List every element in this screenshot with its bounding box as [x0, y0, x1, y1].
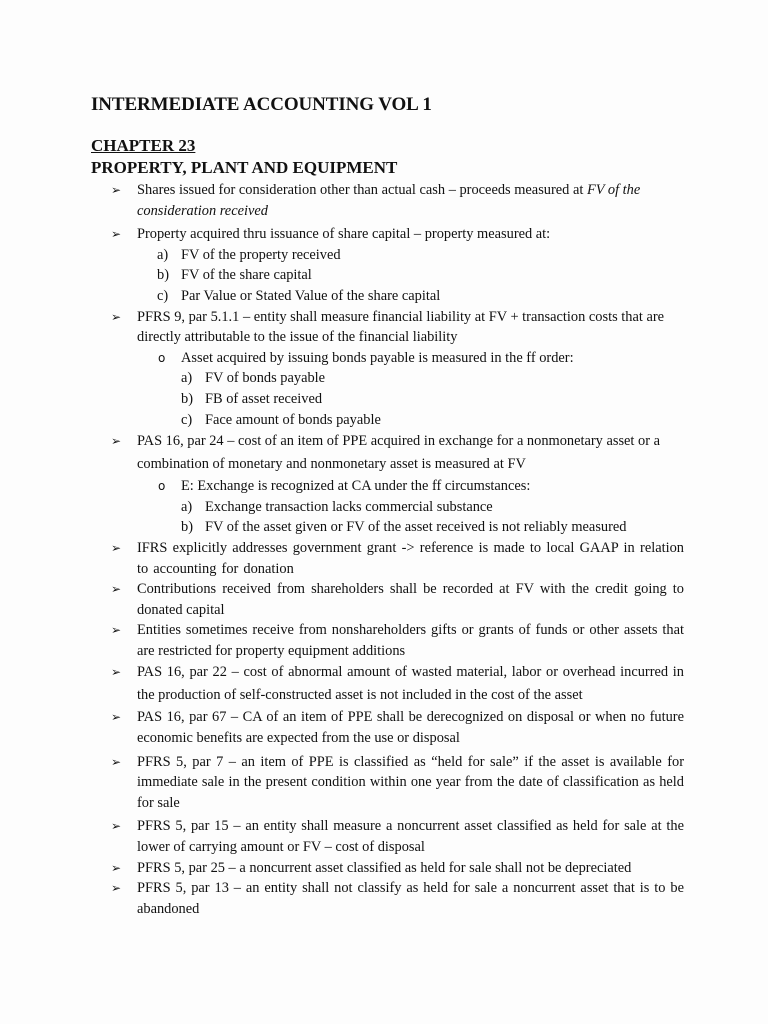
arrow-bullet-icon: ➢	[111, 860, 122, 875]
sub-item	[0, 245, 768, 266]
sub-item	[0, 410, 768, 431]
sub-item-text: FV of the share capital	[181, 267, 312, 284]
sub-item-text: Par Value or Stated Value of the share capital	[181, 287, 441, 304]
bullet-item	[0, 878, 684, 919]
sub-item-label: c)	[181, 411, 193, 428]
bullet-text: PFRS 5, par 7 – an item of PPE is classified as “held for sale” if the asset is available for immediate sale in the present condition within one year from the date of classification as held for sale	[137, 753, 684, 811]
sub-item	[0, 517, 768, 538]
bullet-text-italic: FV of the consideration received	[137, 182, 641, 219]
bullet-item	[0, 858, 684, 879]
arrow-bullet-icon: ➢	[111, 710, 122, 725]
sub-item-label: c)	[157, 287, 169, 304]
bullet-text: Shares issued for consideration other than actual cash – proceeds measured at	[137, 182, 587, 198]
arrow-bullet-icon: ➢	[111, 183, 122, 197]
chapter-number: CHAPTER 23	[91, 136, 196, 155]
arrow-bullet-icon: ➢	[111, 819, 122, 834]
arrow-bullet-icon: ➢	[111, 227, 122, 242]
sub-item-label: a)	[181, 498, 193, 515]
sub-item-label: b)	[181, 519, 193, 536]
circle-item-text: E: Exchange is recognized at CA under the ff circumstances:	[181, 478, 531, 495]
circle-item	[0, 476, 768, 497]
sub-item-text: FV of the asset given or FV of the asset received is not reliably measured	[205, 519, 627, 536]
document-title: INTERMEDIATE ACCOUNTING VOL 1	[91, 94, 432, 115]
bullet-text: PFRS 9, par 5.1.1 – entity shall measure financial liability at FV + transaction costs that are directly attributable to the issue of the financial liability	[137, 308, 665, 346]
bullet-text: PAS 16, par 24 – cost of an item of PPE acquired in exchange for a nonmonetary asset or a combination of monetary and nonmonetary asset is measured at FV	[137, 433, 661, 473]
sub-item-label: a)	[181, 370, 193, 387]
arrow-bullet-icon: ➢	[111, 623, 122, 638]
bullet-text: IFRS explicitly addresses government grant -> reference is made to local GAAP in relation to accounting for donation	[137, 539, 684, 577]
bullet-text: PFRS 5, par 15 – an entity shall measure a noncurrent asset classified as held for sale at the lower of carrying amount or FV – cost of disposal	[137, 818, 684, 856]
bullet-item	[0, 224, 684, 245]
sub-item	[0, 265, 768, 286]
bullet-item	[0, 538, 684, 579]
arrow-bullet-icon: ➢	[111, 881, 122, 896]
bullet-text: PAS 16, par 67 – CA of an item of PPE shall be derecognized on disposal or when no future economic benefits are expected from the use or disposal	[137, 709, 684, 747]
sub-item-text: FB of asset received	[205, 390, 323, 407]
bullet-item	[0, 180, 684, 221]
bullet-text: PAS 16, par 22 – cost of abnormal amount of wasted material, labor or overhead incurred in the production of self-constructed asset is not included in the cost of the asset	[137, 664, 684, 704]
sub-item-label: a)	[157, 246, 169, 263]
sub-item	[0, 368, 768, 389]
bullet-item	[0, 752, 684, 814]
arrow-bullet-icon: ➢	[111, 540, 122, 555]
sub-item-label: b)	[157, 267, 169, 284]
circle-item-text: Asset acquired by issuing bonds payable is measured in the ff order:	[181, 349, 574, 366]
chapter-title: PROPERTY, PLANT AND EQUIPMENT	[91, 158, 398, 177]
bullet-text: Entities sometimes receive from nonshareholders gifts or grants of funds or other assets that are restricted for property equipment additions	[137, 622, 684, 659]
notes-list	[0, 180, 768, 919]
bullet-item	[0, 430, 684, 476]
bullet-text: Contributions received from shareholders shall be recorded at FV with the credit going to donated capital	[137, 581, 684, 618]
bullet-text: Property acquired thru issuance of share capital – property measured at:	[137, 226, 551, 243]
sub-item	[0, 389, 768, 410]
arrow-bullet-icon: ➢	[111, 582, 122, 597]
bullet-item	[0, 707, 684, 748]
arrow-bullet-icon: ➢	[111, 665, 122, 680]
sub-item-label: b)	[181, 390, 193, 407]
bullet-text: PFRS 5, par 13 – an entity shall not classify as held for sale a noncurrent asset that is to be abandoned	[137, 880, 684, 917]
sub-item-text: FV of the property received	[181, 246, 341, 263]
sub-item-text: Exchange transaction lacks commercial substance	[205, 498, 493, 515]
sub-item	[0, 286, 768, 307]
arrow-bullet-icon: ➢	[111, 309, 122, 324]
bullet-item	[0, 661, 684, 707]
sub-item-text: FV of bonds payable	[205, 370, 326, 387]
circle-bullet-icon: o	[158, 479, 166, 494]
sub-item-text: Face amount of bonds payable	[205, 411, 381, 428]
circle-bullet-icon: o	[158, 350, 166, 365]
arrow-bullet-icon: ➢	[111, 434, 122, 449]
circle-item	[0, 348, 768, 369]
bullet-item	[0, 620, 684, 661]
bullet-text: PFRS 5, par 25 – a noncurrent asset classified as held for sale shall not be depreciated	[137, 859, 632, 876]
arrow-bullet-icon: ➢	[111, 754, 122, 769]
bullet-item	[0, 307, 684, 348]
bullet-item	[0, 579, 684, 620]
bullet-item	[0, 816, 684, 857]
sub-item	[0, 497, 768, 518]
